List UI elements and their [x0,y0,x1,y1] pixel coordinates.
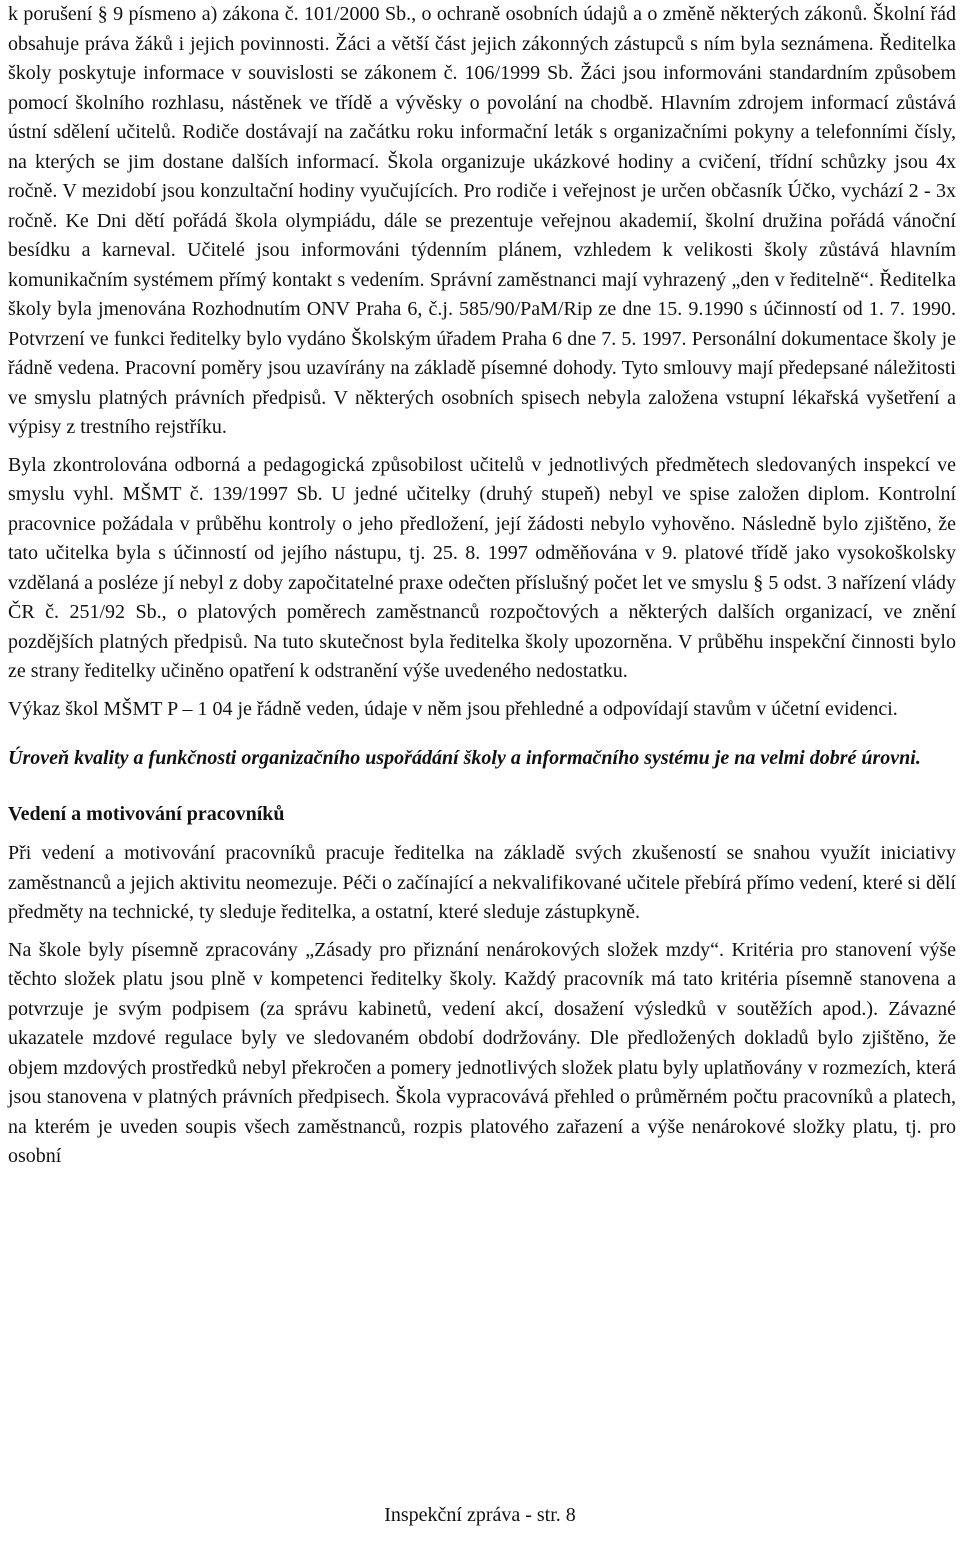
body-paragraph-3: Výkaz škol MŠMT P – 1 04 je řádně veden, údaje v něm jsou přehledné a odpovídají stavům v účetní evidenci. [8,697,898,720]
section-heading: Vedení a motivování pracovníků [8,802,285,825]
section-conclusion: Úroveň kvality a funkčnosti organizačního uspořádání školy a informačního systému je na velmi dobré úrovni. [8,747,921,769]
section-paragraph-2: Na škole byly písemně zpracovány „Zásady pro přiznání nenárokových složek mzdy“. Kritéria pro stanovení výše těchto složek platu jsou plně v kompetenci ředitelky školy. Každý pracovník má tato kritéria písemně stanovena a potvrzuje je svým podpisem (za správu kabinetů, vedení akcí, dosažení výsledků v soutěžích apod.). Závazné ukazatele mzdové regulace byly ve sledovaném období dodržovány. Dle předložených dokladů bylo zjištěno, že objem mzdových prostředků nebyl překročen a pomery jednotlivých složek platu byly uplatňovány v rozmezích, která jsou stanovena v platných právních předpisech. Škola vypracovává přehled o průměrném počtu pracovníků a platech, na kterém je uveden soupis všech zaměstnanců, rozpis platového zařazení a výše nenárokové složky platu, tj. pro osobní [8,938,956,1167]
section-paragraph-1: Při vedení a motivování pracovníků pracuje ředitelka na základě svých zkušeností se snahou využít iniciativy zaměstnanců a jejich aktivitu neomezuje. Péči o začínající a nekvalifikované učitele přebírá přímo vedení, které si dělí předměty na technické, ty sleduje ředitelka, a ostatní, které sleduje zástupkyně. [8,842,956,923]
document-page [8,0,956,1172]
page-footer: Inspekční zpráva - str. 8 [384,1504,576,1526]
body-paragraph-1: k porušení § 9 písmeno a) zákona č. 101/2000 Sb., o ochraně osobních údajů a o změně některých zákonů. Školní řád obsahuje práva žáků i jejich povinnosti. Žáci a větší část jejich zákonných zástupců s ním byla seznámena. Ředitelka školy poskytuje informace v souvislosti se zákonem č. 106/1999 Sb. Žáci jsou informováni standardním způsobem pomocí školního rozhlasu, nástěnek ve třídě a vývěsky o povolání na chodbě. Hlavním zdrojem informací zůstává ústní sdělení učitelů. Rodiče dostávají na začátku roku informační leták s organizačními pokyny a telefonními čísly, na kterých se jim dostane dalších informací. Škola organizuje ukázkové hodiny a cvičení, třídní schůzky jsou 4x ročně. V mezidobí jsou konzultační hodiny vyučujících. Pro rodiče i veřejnost je určen občasník Účko, vychází 2 - 3x ročně. Ke Dni dětí pořádá škola olympiádu, dále se prezentuje veřejnou akademií, školní družina pořádá vánoční besídku a karneval. Učitelé jsou informováni týdenním plánem, vzhledem k velikosti školy zůstává hlavním komunikačním systémem přímý kontakt s vedením. Správní zaměstnanci mají vyhrazený „den v ředitelně“. Ředitelka školy byla jmenována Rozhodnutím ONV Praha 6, č.j. 585/90/PaM/Rip ze dne 15. 9.1990 s účinností od 1. 7. 1990. Potvrzení ve funkci ředitelky bylo vydáno Školským úřadem Praha 6 dne 7. 5. 1997. Personální dokumentace školy je řádně vedena. Pracovní poměry jsou uzavírány na základě písemné dohody. Tyto smlouvy mají předepsané náležitosti ve smyslu platných právních předpisů. V některých osobních spisech nebyla založena vstupní lékařská vyšetření a výpisy z trestního rejstříku. [8,3,956,438]
body-paragraph-2: Byla zkontrolována odborná a pedagogická způsobilost učitelů v jednotlivých předmětech sledovaných inspekcí ve smyslu vyhl. MŠMT č. 139/1997 Sb. U jedné učitelky (druhý stupeň) nebyl ve spise založen diplom. Kontrolní pracovnice požádala v průběhu kontroly o jeho předložení, její žádosti nebylo vyhověno. Následně bylo zjištěno, že tato učitelka byla s účinností od jejího nástupu, tj. 25. 8. 1997 odměňována v 9. platové třídě jako vysokoškolsky vzdělaná a posléze jí nebyl z doby započitatelné praxe odečten příslušný počet let ve smyslu § 5 odst. 3 nařízení vlády ČR č. 251/92 Sb., o platových poměrech zaměstnanců rozpočtových a některých dalších organizací, ve znění pozdějších platných předpisů. Na tuto skutečnost byla ředitelka školy upozorněna. V průběhu inspekční činnosti bylo ze strany ředitelky učiněno opatření k odstranění výše uvedeného nedostatku. [8,453,956,682]
